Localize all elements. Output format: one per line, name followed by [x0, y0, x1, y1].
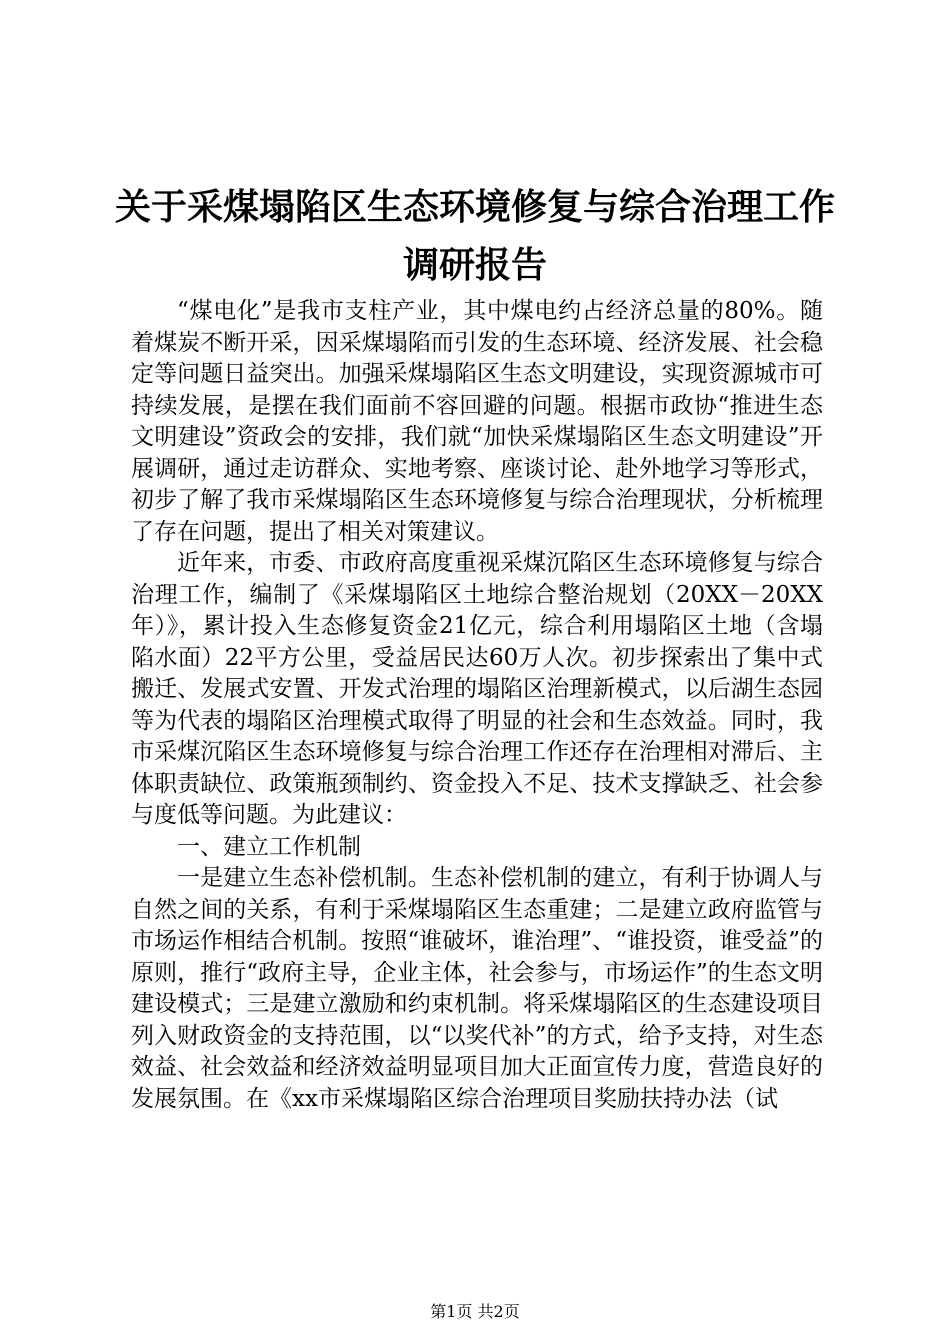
paragraph-intro: “煤电化”是我市支柱产业，其中煤电约占经济总量的80%。随着煤炭不断开采，因采煤塌陷而引发的生态环境、经济发展、社会稳定等问题日益突出。加强采煤塌陷区生态文明建设，实现资源城市可持续发展，是摆在我们面前不容回避的问题。根据市政协“推进生态文明建设”资政会的安排，我们就“加快采煤塌陷区生态文明建设”开展调研，通过走访群众、实地考察、座谈讨论、赴外地学习等形式，初步了解了我市采煤塌陷区生态环境修复与综合治理现状，分析梳理了存在问题，提出了相关对策建议。: [131, 298, 823, 545]
paragraph-status: 近年来，市委、市政府高度重视采煤沉陷区生态环境修复与综合治理工作，编制了《采煤塌陷区土地综合整治规划（20XX－20XX年）》，累计投入生态修复资金21亿元，综合利用塌陷区土地（含塌陷水面）22平方公里，受益居民达60万人次。初步探索出了集中式搬迁、发展式安置、开发式治理的塌陷区治理新模式，以后湖生态园等为代表的塌陷区治理模式取得了明显的社会和生态效益。同时，我市采煤沉陷区生态环境修复与综合治理工作还存在治理相对滞后、主体职责缺位、政策瓶颈制约、资金投入不足、技术支撑缺乏、社会参与度低等问题。为此建议：: [131, 550, 823, 828]
paragraph-mechanism: 一是建立生态补偿机制。生态补偿机制的建立，有利于协调人与自然之间的关系，有利于采煤塌陷区生态重建；二是建立政府监管与市场运作相结合机制。按照“谁破坏，谁治理”、“谁投资，谁受益”的原则，推行“政府主导，企业主体，社会参与，市场运作”的生态文明建设模式；三是建立激励和约束机制。将采煤塌陷区的生态建设项目列入财政资金的支持范围，以“以奖代补”的方式，给予支持，对生态效益、社会效益和经济效益明显项目加大正面宣传力度，营造良好的发展氛围。在《xx市采煤塌陷区综合治理项目奖励扶持办法（试: [131, 865, 823, 1112]
document-body: [131, 296, 823, 1115]
document-title-line-1: 关于采煤塌陷区生态环境修复与综合治理工作: [114, 187, 835, 228]
section-heading: 一、建立工作机制: [177, 833, 361, 860]
document-title-line-2: 调研报告: [402, 245, 547, 286]
page-footer: 第1页 共2页: [430, 1302, 520, 1321]
